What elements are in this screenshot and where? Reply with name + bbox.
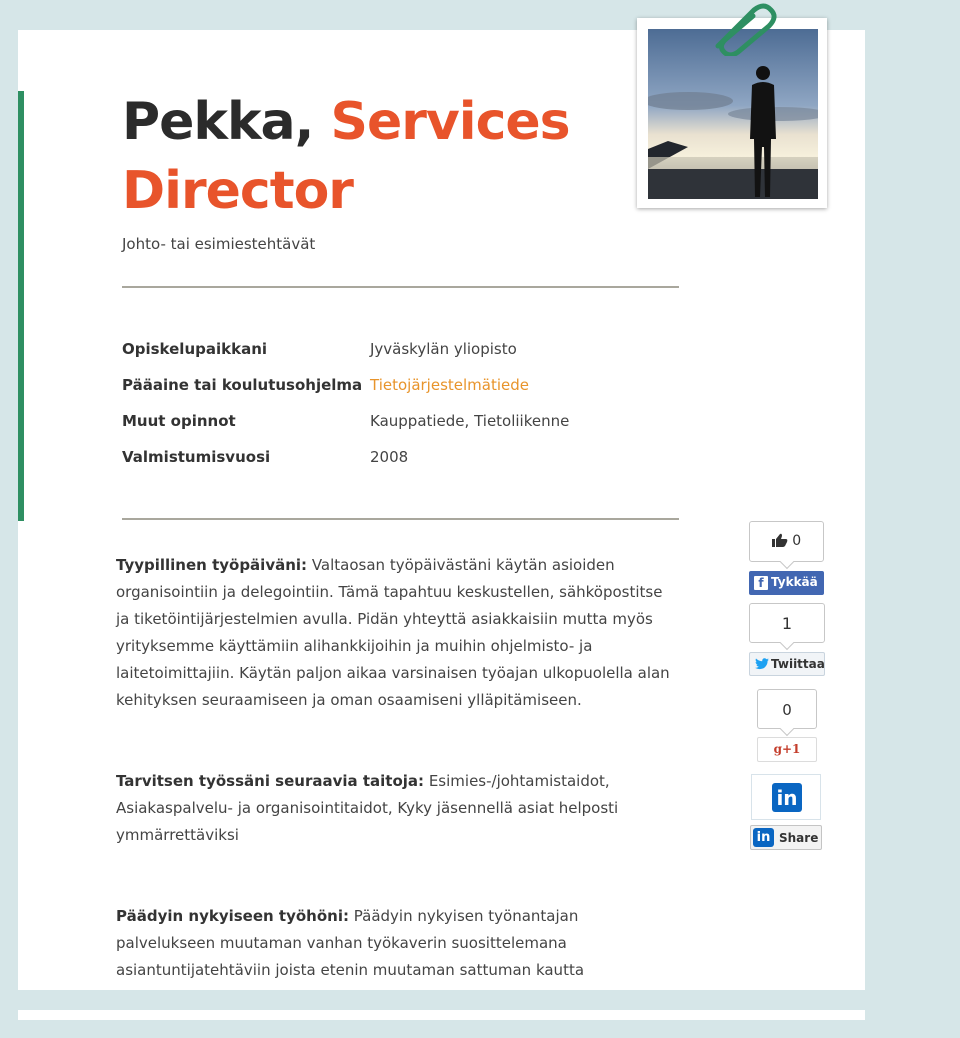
tweet-count — [749, 603, 825, 643]
tweet-label: Twiittaa — [771, 657, 825, 671]
paperclip-icon — [708, 0, 778, 56]
share-label: Share — [779, 831, 819, 845]
fact-row — [122, 340, 682, 364]
section-text: Valtaosan työpäivästäni käytän asioiden organisointiin ja delegointiin. Tämä tapahtuu keskustellen, sähköpostitse ja tiketöintijärjestelmien avulla. Pidän yhteyttä asiakkaisiin mutta myös yrityksemme käyttämiin alihankkijoihin ja muihin ohjelmisto- ja laitetoimittajiin. Käytän paljon aikaa varsinaisen työajan ulkopuolella alan kehityksen seuraamiseen ja oman osaamiseni ylläpitämiseen. — [116, 556, 670, 709]
tweet-button[interactable] — [749, 652, 825, 676]
profile-name: Pekka, — [122, 92, 314, 152]
section-career-path — [116, 903, 676, 984]
linkedin-icon: in — [753, 828, 774, 847]
job-category: Johto- tai esimiestehtävät — [122, 235, 316, 253]
facebook-like-button[interactable] — [749, 571, 824, 595]
divider — [122, 286, 679, 288]
fact-value: Kauppatiede, Tietoliikenne — [370, 412, 570, 430]
page-footer-strip — [0, 990, 960, 1010]
fact-row — [122, 412, 682, 436]
section-heading: Tarvitsen työssäni seuraavia taitoja: — [116, 772, 425, 790]
section-skills — [116, 768, 676, 849]
section-text: Esimies-/johtamistaidot, Asiakaspalvelu- ja organisointitaidot, Kyky jäsennellä asiat helposti ymmärrettäviksi — [116, 772, 619, 844]
twitter-icon — [755, 658, 769, 670]
fact-label: Pääaine tai koulutusohjelma — [122, 376, 363, 394]
linkedin-badge — [751, 774, 821, 820]
tweet-count-value: 1 — [781, 614, 793, 633]
like-label: Tykkää — [771, 575, 818, 589]
like-count-value: 0 — [792, 533, 802, 549]
facebook-like-count — [749, 521, 824, 562]
profile-role: Services Director — [122, 92, 570, 221]
section-heading: Päädyin nykyiseen työhöni: — [116, 907, 349, 925]
profile-body — [116, 552, 676, 1038]
section-typical-day — [116, 552, 676, 714]
fact-label: Opiskelupaikkani — [122, 340, 268, 358]
googleplus-count — [757, 689, 817, 729]
thumbs-up-icon — [772, 533, 788, 547]
fact-row — [122, 376, 682, 400]
fact-label: Muut opinnot — [122, 412, 236, 430]
linkedin-icon: in — [772, 783, 802, 812]
fact-label: Valmistumisvuosi — [122, 448, 271, 466]
major-link[interactable]: Tietojärjestelmätiede — [370, 376, 530, 394]
page-title — [122, 88, 622, 226]
fact-value: Jyväskylän yliopisto — [370, 340, 517, 358]
fact-value: 2008 — [370, 448, 409, 466]
section-heading: Tyypillinen työpäiväni: — [116, 556, 308, 574]
divider — [122, 518, 679, 520]
accent-bar — [18, 91, 24, 521]
fact-row — [122, 448, 682, 472]
facebook-icon: f — [754, 576, 768, 590]
googleplus-button[interactable]: g+1 — [757, 737, 817, 762]
linkedin-share-button[interactable] — [750, 825, 822, 850]
section-text: Päädyin nykyisen työnantajan palvelukseen muutaman vanhan työkaverin suosittelemana asiantuntijatehtäviin joista etenin muutaman sattuman kautta — [116, 907, 585, 979]
googleplus-count-value: 0 — [782, 701, 792, 719]
